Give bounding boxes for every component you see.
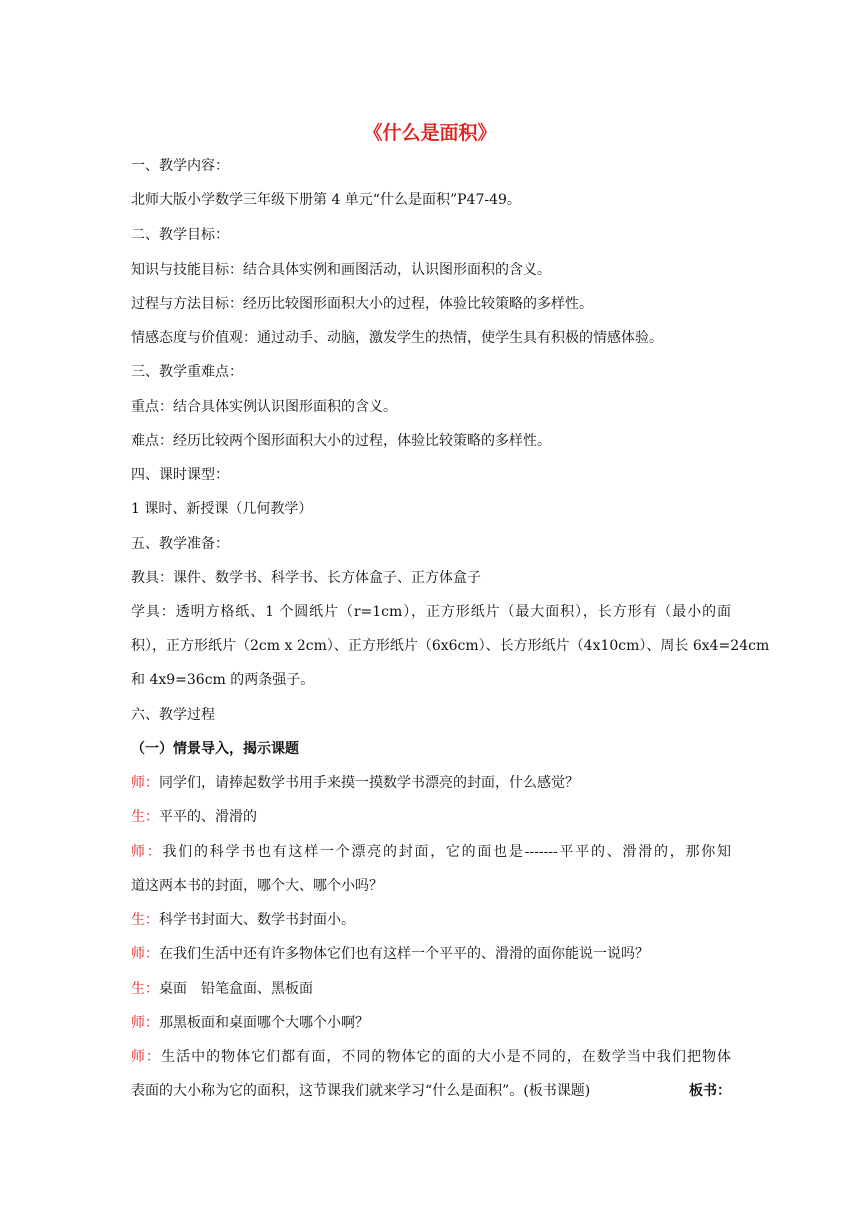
speaker-teacher: 师： — [131, 1015, 159, 1031]
heading-process: 六、教学过程 — [131, 707, 215, 723]
student-tools-line-1: 学具：透明方格纸、1 个圆纸片（r=1cm），正方形纸片（最大面积），长方形有（最小的面 — [131, 604, 731, 620]
dialogue-line: 生：桌面 铅笔盒面、黑板面 — [131, 981, 313, 997]
heading-preparation: 五、教学准备： — [131, 536, 229, 552]
speaker-teacher: 师： — [131, 775, 159, 791]
heading-content: 一、教学内容： — [131, 158, 229, 174]
student-tools-line-2: 积），正方形纸片（2cm x 2cm）、正方形纸片（6x6cm）、长方形纸片（4x10cm）、周长 6x4=24cm — [131, 638, 770, 654]
dialogue-line: 师：那黑板面和桌面哪个大哪个小啊？ — [131, 1015, 369, 1031]
teacher-tools: 教具：课件、数学书、科学书、长方体盒子、正方体盒子 — [131, 570, 481, 586]
dialogue-line: 生：平平的、滑滑的 — [131, 809, 257, 825]
lesson-type-text: 1 课时、新授课（几何教学） — [131, 501, 313, 517]
goal-knowledge: 知识与技能目标：结合具体实例和画图活动，认识图形面积的含义。 — [131, 262, 551, 278]
goal-process: 过程与方法目标：经历比较图形面积大小的过程，体验比较策略的多样性。 — [131, 296, 593, 312]
dialogue-line: 师：同学们，请捧起数学书用手来摸一摸数学书漂亮的封面，什么感觉？ — [131, 775, 579, 791]
goal-emotion: 情感态度与价值观：通过动手、动脑，激发学生的热情，使学生具有积极的情感体验。 — [131, 330, 663, 346]
dialogue-continuation: 道这两本书的封面，哪个大、哪个小吗？ — [131, 878, 383, 894]
speaker-student: 生： — [131, 981, 159, 997]
speaker-teacher: 师： — [131, 844, 163, 860]
heading-key-points: 三、教学重难点： — [131, 364, 243, 380]
speaker-teacher: 师： — [131, 1049, 162, 1065]
student-tools-line-3: 和 4x9=36cm 的两条强子。 — [131, 672, 315, 688]
dialogue-line: 师：我们的科学书也有这样一个漂亮的封面，它的面也是-------平平的、滑滑的，那你知 — [131, 844, 731, 860]
board-label: 板书： — [689, 1083, 731, 1099]
dialogue-line: 师：生活中的物体它们都有面，不同的物体它的面的大小是不同的，在数学当中我们把物体 — [131, 1049, 732, 1065]
sub-heading-intro: （一）情景导入，揭示课题 — [131, 741, 299, 757]
speaker-student: 生： — [131, 912, 159, 928]
heading-goals: 二、教学目标： — [131, 227, 229, 243]
dialogue-line: 师：在我们生活中还有许多物体它们也有这样一个平平的、滑滑的面你能说一说吗？ — [131, 946, 649, 962]
difficult-point: 难点：经历比较两个图形面积大小的过程，体验比较策略的多样性。 — [131, 433, 551, 449]
key-point: 重点：结合具体实例认识图形面积的含义。 — [131, 399, 397, 415]
speaker-teacher: 师： — [131, 946, 159, 962]
page-title: 《什么是面积》 — [363, 122, 497, 144]
dialogue-line: 生：科学书封面大、数学书封面小。 — [131, 912, 355, 928]
dialogue-continuation: 表面的大小称为它的面积，这节课我们就来学习“什么是面积”。(板书课题) 板书： — [131, 1083, 731, 1099]
content-text: 北师大版小学数学三年级下册第 4 单元“什么是面积”P47-49。 — [131, 192, 521, 208]
heading-lesson-type: 四、课时课型： — [131, 467, 229, 483]
speaker-student: 生： — [131, 809, 159, 825]
